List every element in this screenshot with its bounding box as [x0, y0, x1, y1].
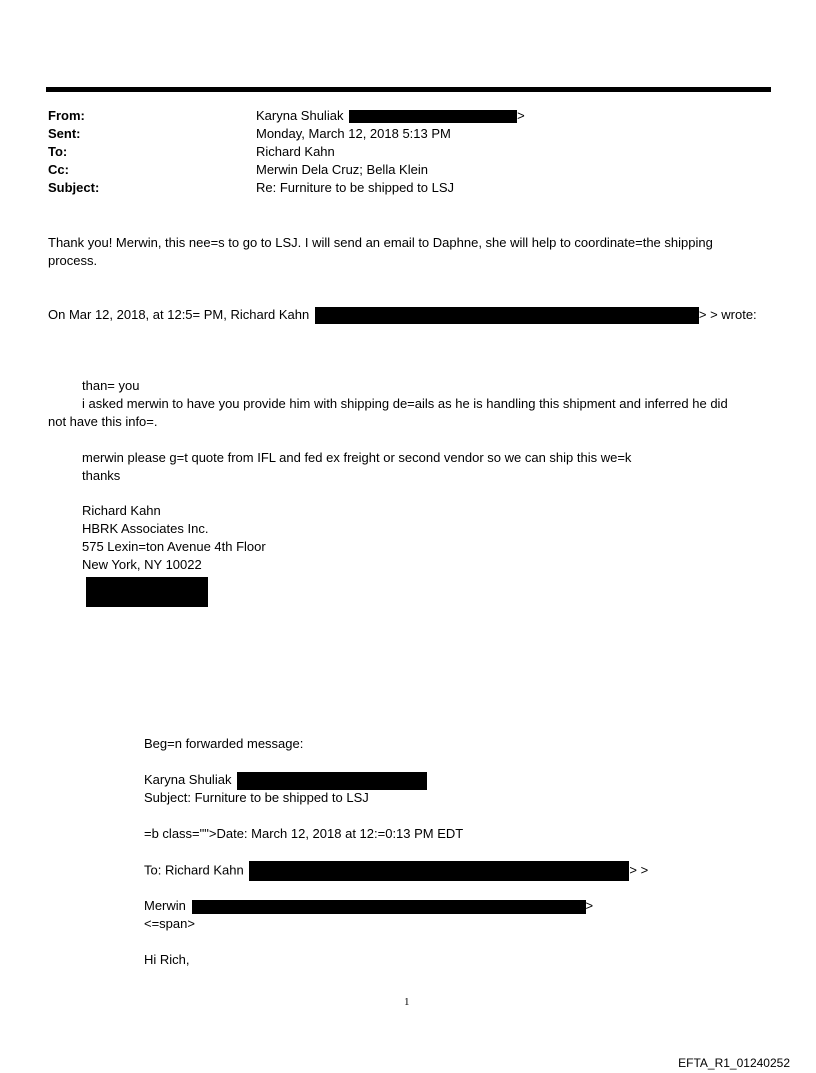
- forwarded-greeting: Hi Rich,: [144, 952, 190, 967]
- quote-intro-prefix: On Mar 12, 2018, at 12:5= PM, Richard Kahn: [48, 307, 310, 322]
- quote-intro-suffix: > > wrote:: [698, 307, 757, 322]
- reply-line-2: process.: [48, 253, 98, 268]
- quote-intro: [48, 306, 757, 324]
- forwarded-merwin-name: Merwin: [144, 898, 186, 913]
- quoted-line-2: i asked merwin to have you provide him with shipping de=ails as he is handling this shipment and inferred he did: [82, 396, 728, 411]
- header-divider: [46, 87, 771, 92]
- redaction-box: [192, 900, 586, 914]
- forwarded-merwin-suffix: >: [585, 898, 594, 913]
- from-suffix: >: [517, 108, 525, 123]
- sent-label: Sent:: [48, 126, 81, 141]
- signature-city: New York, NY 10022: [82, 557, 202, 572]
- forwarded-date: =b class="">Date: March 12, 2018 at 12:=0:13 PM EDT: [144, 826, 464, 841]
- redaction-box: [349, 110, 517, 123]
- subject-value: Re: Furniture to be shipped to LSJ: [256, 180, 455, 195]
- to-label: To:: [48, 144, 68, 159]
- forwarded-to-suffix: > >: [629, 862, 649, 878]
- quoted-line-5: thanks: [82, 468, 121, 483]
- page-number: 1: [404, 996, 410, 1008]
- redaction-box: [249, 861, 629, 881]
- forwarded-heading: Beg=n forwarded message:: [144, 736, 304, 751]
- forwarded-from: [144, 771, 427, 790]
- from-label: From:: [48, 108, 85, 123]
- from-value: [256, 107, 525, 125]
- forwarded-to: [144, 861, 648, 881]
- forwarded-merwin: [144, 897, 593, 915]
- signature-name: Richard Kahn: [82, 503, 161, 518]
- cc-label: Cc:: [48, 162, 69, 177]
- from-name: Karyna Shuliak: [256, 108, 344, 123]
- forwarded-from-name: Karyna Shuliak: [144, 772, 232, 787]
- cc-value: Merwin Dela Cruz; Bella Klein: [256, 162, 428, 177]
- forwarded-to-prefix: To: Richard Kahn: [144, 862, 244, 878]
- to-value: Richard Kahn: [256, 144, 335, 159]
- bates-number: EFTA_R1_01240252: [678, 1056, 790, 1070]
- signature-company: HBRK Associates Inc.: [82, 521, 209, 536]
- subject-label: Subject:: [48, 180, 100, 195]
- sent-value: Monday, March 12, 2018 5:13 PM: [256, 126, 451, 141]
- quoted-line-1: than= you: [82, 378, 140, 393]
- redaction-box: [315, 307, 699, 324]
- forwarded-subject: Subject: Furniture to be shipped to LSJ: [144, 790, 369, 805]
- quoted-line-3: not have this info=.: [48, 414, 158, 429]
- forwarded-span: <=span>: [144, 916, 195, 931]
- quoted-line-4: merwin please g=t quote from IFL and fed ex freight or second vendor so we can ship this we=k: [82, 450, 632, 465]
- redaction-box: [237, 772, 427, 790]
- signature-address: 575 Lexin=ton Avenue 4th Floor: [82, 539, 266, 554]
- reply-line-1: Thank you! Merwin, this nee=s to go to LSJ. I will send an email to Daphne, she will help to coordinate=the shipping: [48, 235, 713, 250]
- redaction-box: [86, 577, 208, 607]
